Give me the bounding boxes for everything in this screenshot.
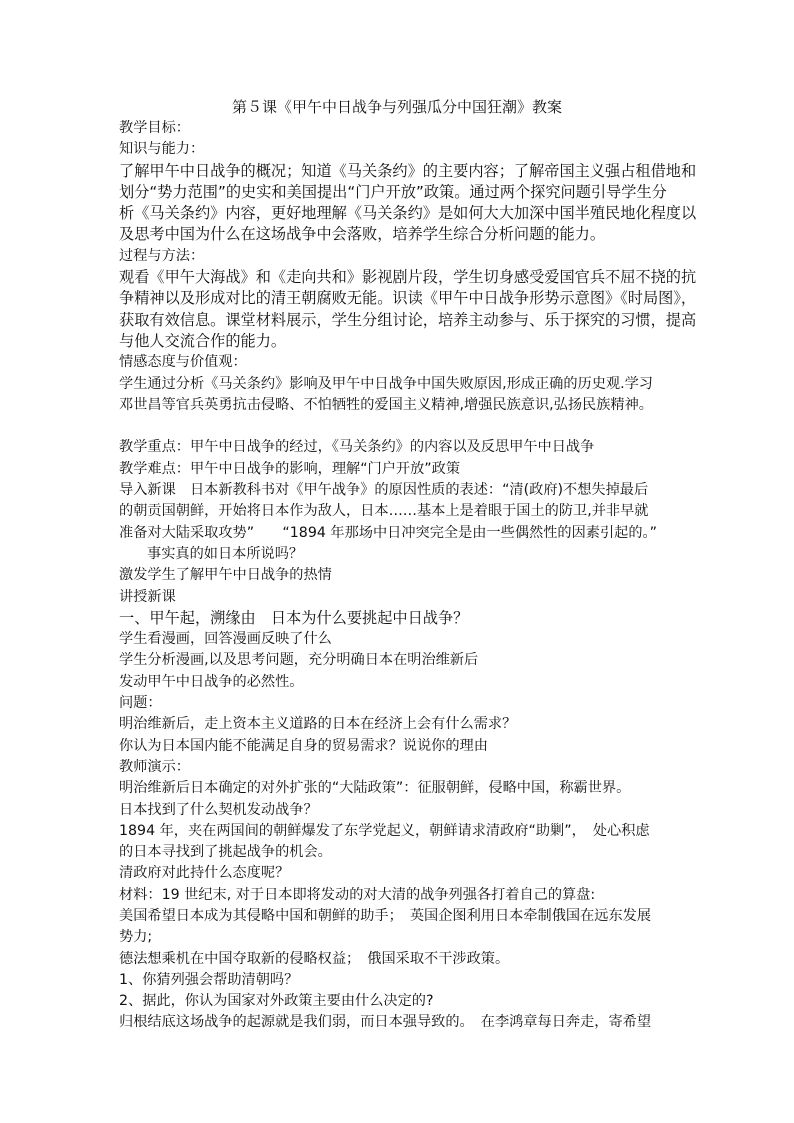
material-line: 德法想乘机在中国夺取新的侵略权益； 俄国采取不干涉政策。 xyxy=(119,950,510,967)
paragraph-line: 1894 年，夹在两国间的朝鲜爆发了东学党起义，朝鲜请求清政府“助剿”， 处心积虑 xyxy=(119,822,650,839)
paragraph-line: 发动甲午中日战争的必然性。 xyxy=(119,673,304,690)
paragraph-line: 导入新课 日本新教科书对《甲午战争》的原因性质的表述：“清(政府)不想失掉最后 xyxy=(119,482,649,499)
subheading-knowledge: 知识与能力： xyxy=(119,141,205,158)
section-heading-goals: 教学目标： xyxy=(119,120,190,136)
section-heading-new-lesson: 讲授新课 xyxy=(119,588,176,605)
paragraph-line: 准备对大陆采取攻势” “1894 年那场中日冲突完全是由一些偶然性的因素引起的。” xyxy=(119,524,657,541)
subheading-values: 情感态度与价值观： xyxy=(119,354,247,371)
paragraph-line: 学生通过分析《马关条约》影响及甲午中日战争中国失败原因,形成正确的历史观.学习 xyxy=(119,375,653,392)
subheading-process: 过程与方法： xyxy=(119,247,205,264)
paragraph-line: 及思考中国为什么在这场战争中会落败，培养学生综合分析问题的能力。 xyxy=(119,225,605,244)
question-line: 你认为日本国内能不能满足自身的贸易需求？说说你的理由 xyxy=(119,737,488,754)
paragraph-line: 事实真的如日本所说吗？ xyxy=(147,545,304,562)
paragraph-line: 的朝贡国朝鲜，开始将日本作为敌人，日本……基本上是着眼于国土的防卫,并非早就 xyxy=(119,503,649,520)
paragraph-line: 与他人交流合作的能力。 xyxy=(119,331,287,350)
paragraph-line: 析《马关条约》内容，更好地理解《马关条约》是如何大大加深中国半殖民地化程度以 xyxy=(119,204,697,223)
subheading-questions: 问题： xyxy=(119,695,162,712)
question-line: 清政府对此持什么态度呢？ xyxy=(119,865,290,882)
question-line: 明治维新后，走上资本主义道路的日本在经济上会有什么需求？ xyxy=(119,716,517,733)
document-body xyxy=(119,118,697,1034)
paragraph-line: 了解甲午中日战争的概况；知道《马关条约》的主要内容；了解帝国主义强占租借地和 xyxy=(119,161,697,180)
blank-line xyxy=(119,416,689,437)
material-line: 材料：19 世纪末, 对于日本即将发动的对大清的战争列强各打着自己的算盘: xyxy=(119,886,596,903)
paragraph-line: 学生分析漫画,以及思考问题，充分明确日本在明治维新后 xyxy=(119,652,479,669)
difficult-points: 教学难点：甲午中日战争的影响，理解“门户开放”政策 xyxy=(119,460,461,477)
paragraph-line: 获取有效信息。课堂材料展示，学生分组讨论，培养主动参与、乐于探究的习惯，提高 xyxy=(119,310,697,329)
material-line: 美国希望日本成为其侵略中国和朝鲜的助手； 英国企图利用日本牵制俄国在远东发展 xyxy=(119,907,652,924)
question-line: 日本找到了什么契机发动战争？ xyxy=(119,801,318,818)
paragraph-line: 划分“势力范围”的史实和美国提出“门户开放”政策。通过两个探究问题引导学生分 xyxy=(119,182,667,201)
subheading-teacher-demo: 教师演示： xyxy=(119,758,190,775)
lesson-title: 第５课《甲午中日战争与列强瓜分中国狂潮》教案 xyxy=(231,98,562,116)
question-line: 1、你猜列强会帮助清朝吗？ xyxy=(119,971,299,988)
part-heading: 一、甲午起，溯缘由 日本为什么要挑起中日战争？ xyxy=(119,608,469,627)
paragraph-line: 邓世昌等官兵英勇抗击侵略、不怕牺牲的爱国主义精神,增强民族意识,弘扬民族精神。 xyxy=(119,396,653,413)
paragraph-line: 观看《甲午大海战》和《走向共和》影视剧片段，学生切身感受爱国官兵不屈不挠的抗 xyxy=(119,268,697,287)
paragraph-line: 的日本寻找到了挑起战争的机会。 xyxy=(119,844,332,861)
material-line: 势力; xyxy=(119,929,153,946)
key-points: 教学重点：甲午中日战争的经过，《马关条约》的内容以及反思甲午中日战争 xyxy=(119,439,595,456)
paragraph-line: 争精神以及形成对比的清王朝腐败无能。识读《甲午中日战争形势示意图》《时局图》， xyxy=(119,289,697,308)
paragraph-line: 学生看漫画，回答漫画反映了什么 xyxy=(119,631,332,648)
question-line: 2、据此，你认为国家对外政策主要由什么决定的? xyxy=(119,993,434,1010)
paragraph-line: 激发学生了解甲午中日战争的热情 xyxy=(119,567,332,584)
paragraph-line: 明治维新后日本确定的对外扩张的“大陆政策”：征服朝鲜，侵略中国，称霸世界。 xyxy=(119,780,631,797)
paragraph-line: 归根结底这场战争的起源就是我们弱，而日本强导致的。 在李鸿章每日奔走，寄希望 xyxy=(119,1014,652,1031)
